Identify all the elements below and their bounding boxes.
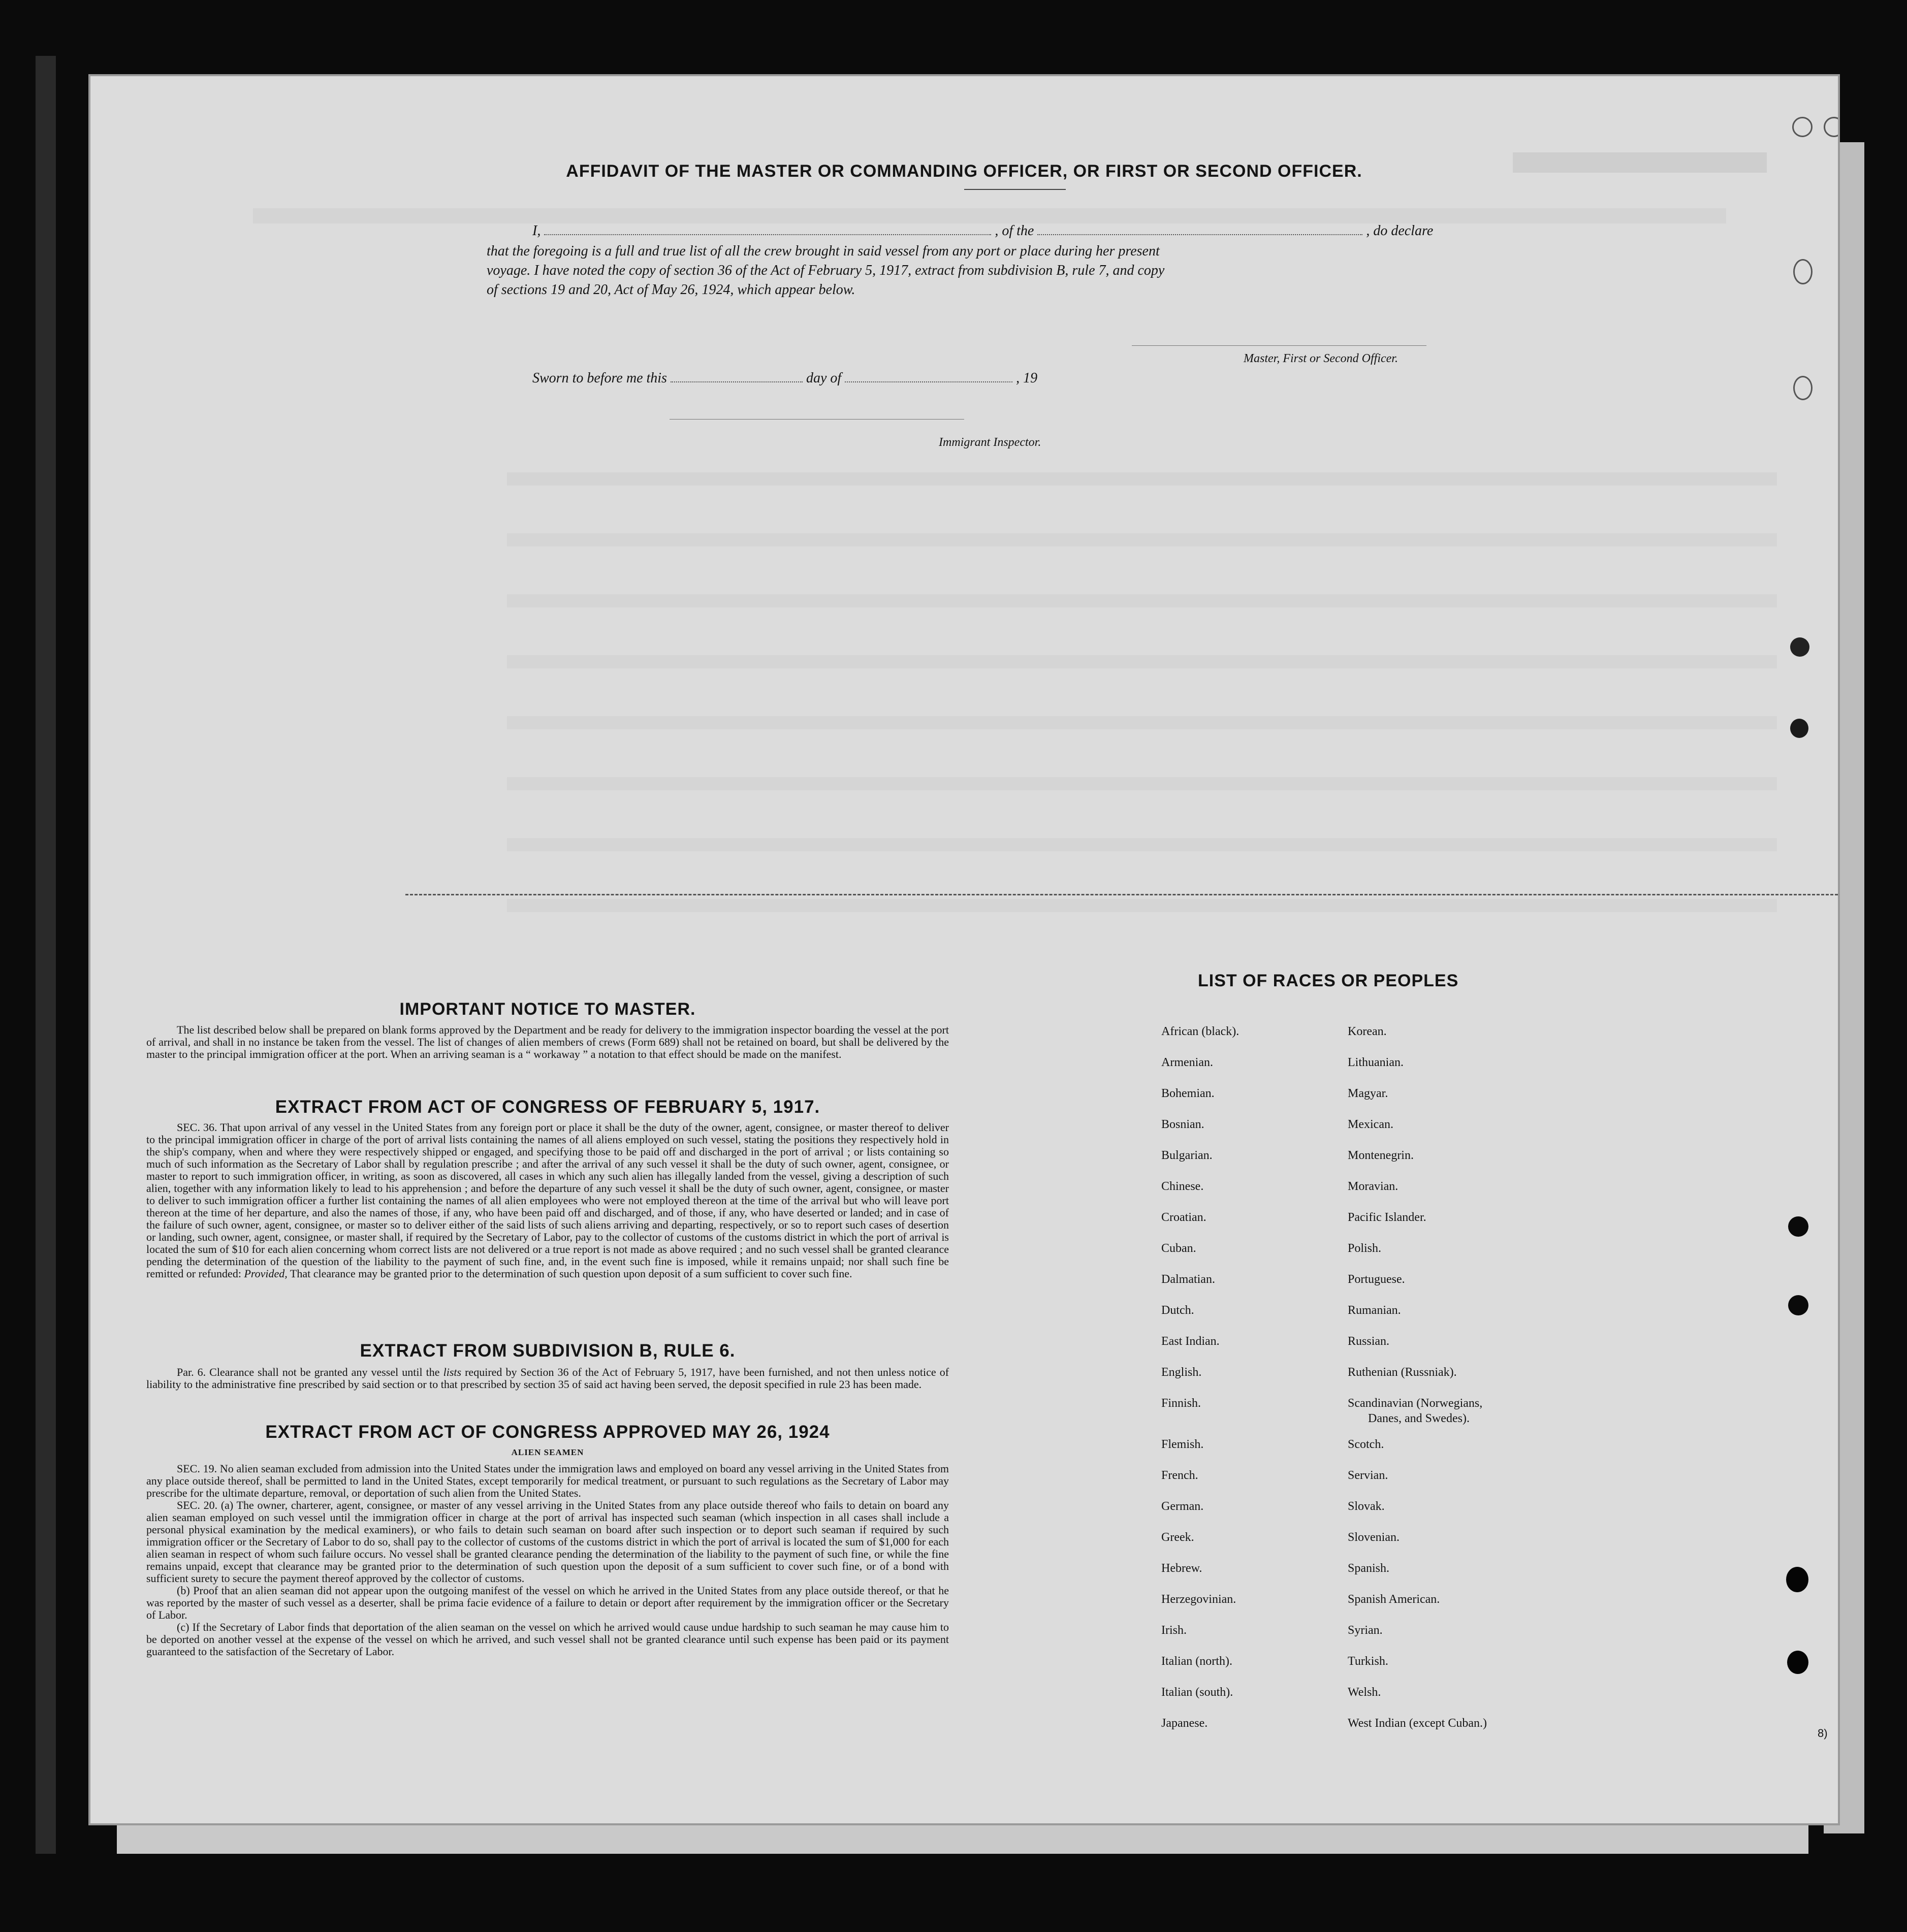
- declarant-name-field[interactable]: [544, 234, 991, 235]
- sec20b-text: (b) Proof that an alien seaman did not appear upon the outgoing manifest of the vessel on which he arrived in the United States from any place outside thereof, or that he was reported by the master of such vessel as a deserter, shall be prima facie evidence of a failure to detain or deport after requirement by the immigration officer or the Secretary of Labor.: [146, 1584, 949, 1621]
- dashed-separator: [405, 894, 1838, 895]
- race-item: French.: [1161, 1469, 1198, 1482]
- extract-1924-subheading: ALIEN SEAMEN: [511, 1447, 584, 1457]
- race-item: Welsh.: [1348, 1686, 1381, 1699]
- race-item: Croatian.: [1161, 1211, 1206, 1224]
- race-item: German.: [1161, 1500, 1204, 1513]
- affidavit-title: AFFIDAVIT OF THE MASTER OR COMMANDING OFFICER, OR FIRST OR SECOND OFFICER.: [566, 162, 1362, 181]
- notice-heading: IMPORTANT NOTICE TO MASTER.: [399, 1000, 696, 1019]
- punch-hole-filled: [1788, 1216, 1808, 1237]
- sworn-day-field[interactable]: [671, 381, 803, 382]
- document-page: [90, 76, 1838, 1823]
- race-item: Polish.: [1348, 1242, 1382, 1255]
- sec36-proviso-text: That clearance may be granted prior to the determination of such question upon deposit of a sum sufficient to cover such fine.: [290, 1267, 852, 1280]
- extract-1924-heading: EXTRACT FROM ACT OF CONGRESS APPROVED MAY 26, 1924: [265, 1422, 830, 1442]
- punch-hole-open: [1793, 259, 1813, 284]
- race-item: English.: [1161, 1366, 1202, 1379]
- race-item: Japanese.: [1161, 1717, 1208, 1730]
- extract-1917-heading: EXTRACT FROM ACT OF CONGRESS OF FEBRUARY 5, 1917.: [275, 1097, 820, 1117]
- sec36-body: SEC. 36. That upon arrival of any vessel in the United States from any foreign port or place it shall be the duty of the owner, agent, consignee, or master thereof to deliver to the principal immigration officer in charge of the port of arrival lists containing the names of all aliens employed on such vessel, stating the positions they respectively hold in the ship's company, when and where they were respectively shipped or engaged, and specifying those to be paid off and discharged in the port of arrival ; or lists containing so much of such information as the Secretary of Labor shall by regulation prescribe ; and after the arrival of any such vessel it shall be the duty of such owner, agent, consignee, or master to report to such immigration officer, in writing, as soon as discovered, all cases in which any such alien has illegally landed from the vessel, giving a description of such alien, together with any information likely to lead to his apprehension ; and before the departure of any such vessel it shall be the duty of such owner, agent, consignee, or master to deliver to such immigration officer a further list containing the names of all alien employees who were not employed thereon at the time of the arrival but who will leave port thereon at the time of her departure, and also the names of those, if any, who have been paid off and discharged, and of those, if any, who have deserted or landed; and in case of the failure of such owner, agent, consignee, or master so to deliver either of the said lists of such aliens arriving and departing, respectively, or so to report such cases of desertion or landing, such owner, agent, consignee, or master shall, if required by the Secretary of Labor, pay to the collector of customs of the customs district in which the port of arrival is located the sum of $10 for each alien concerning whom correct lists are not delivered or a true report is not made as above required ; and no such vessel shall be granted clearance pending the determination of the question of the liability to the payment of such fine, and, in the event such fine is imposed, while it remains unpaid; nor shall such fine be remitted or refunded:: [146, 1121, 949, 1280]
- race-item: Dalmatian.: [1161, 1273, 1215, 1286]
- sec20c-text: (c) If the Secretary of Labor finds that deportation of the alien seaman on the vessel on which he arrived would cause undue hardship to such seaman he may cause him to be deported on another vessel at the expense of the vessel on which he arrived, and such vessel shall not be granted clearance until such expense has been paid or its payment guaranteed to the satisfaction of the Secretary of Labor.: [146, 1621, 949, 1658]
- inspector-label: Immigrant Inspector.: [939, 436, 1041, 449]
- race-item: East Indian.: [1161, 1335, 1220, 1348]
- sworn-day-label: day of: [806, 370, 842, 386]
- race-item: Slovenian.: [1348, 1531, 1400, 1544]
- race-item: Mexican.: [1348, 1118, 1393, 1131]
- race-item: Ruthenian (Russniak).: [1348, 1366, 1457, 1379]
- race-item: Bulgarian.: [1161, 1149, 1213, 1162]
- race-item: Russian.: [1348, 1335, 1390, 1348]
- rule6-heading: EXTRACT FROM SUBDIVISION B, RULE 6.: [360, 1341, 736, 1361]
- extract-1924-body: [146, 1463, 949, 1658]
- race-item: Montenegrin.: [1348, 1149, 1414, 1162]
- race-item: Slovak.: [1348, 1500, 1385, 1513]
- race-item: Syrian.: [1348, 1624, 1383, 1637]
- race-item: Servian.: [1348, 1469, 1388, 1482]
- race-item: Bohemian.: [1161, 1087, 1215, 1100]
- race-item: Hebrew.: [1161, 1562, 1202, 1575]
- race-item-continuation: Danes, and Swedes).: [1368, 1412, 1470, 1425]
- sworn-month-field[interactable]: [845, 381, 1012, 382]
- rule6-text-pre: Par. 6. Clearance shall not be granted any vessel until the: [177, 1366, 440, 1378]
- declaration-start: I,: [532, 223, 541, 239]
- affidavit-body-line-1: that the foregoing is a full and true list of all the crew brought in said vessel from any port or place during her present: [487, 243, 1160, 259]
- vessel-name-field[interactable]: [1037, 234, 1362, 235]
- declaration-end: , do declare: [1366, 223, 1434, 239]
- punch-hole-filled: [1790, 719, 1808, 738]
- punch-hole-open: [1824, 117, 1838, 137]
- rule6-text-post: required by Section 36 of the Act of February 5, 1917, have been furnished, and not then unless notice of liability to the administrative fine prescribed by said section or to that prescribed by section 35 of said act having been served, the deposit specified in rule 23 has been made.: [146, 1366, 949, 1391]
- races-right-column: [1348, 1024, 1561, 1747]
- officer-signature-label: Master, First or Second Officer.: [1244, 352, 1398, 365]
- race-item: Scandinavian (Norwegians, Danes, and Swedes).: [1348, 1396, 1561, 1437]
- race-item: Greek.: [1161, 1531, 1194, 1544]
- race-item: Dutch.: [1161, 1304, 1194, 1317]
- race-item: West Indian (except Cuban.): [1348, 1717, 1487, 1730]
- sworn-year-label: , 19: [1016, 370, 1038, 386]
- affidavit-body-line-3: of sections 19 and 20, Act of May 26, 1924, which appear below.: [487, 282, 855, 298]
- race-item: Moravian.: [1348, 1180, 1399, 1193]
- race-item: Korean.: [1348, 1025, 1387, 1038]
- race-item: Finnish.: [1161, 1397, 1201, 1410]
- sec20a-text: SEC. 20. (a) The owner, charterer, agent, consignee, or master of any vessel arriving in the United States from any place outside thereof who fails to detain on board any alien seaman employed on such vessel until the immigration officer in charge at the port of arrival has inspected such seaman (which inspection in all cases shall include a personal physical examination by the medical examiners), or who fails to detain such seaman on board after such inspection or to deport such seaman if required by such immigration officer or the Secretary of Labor to do so, shall pay to the collector of customs of the customs district in which the port of arrival is located the sum of $1,000 for each alien seaman in respect of whom such failure occurs. No vessel shall be granted clearance pending the determination of the liability to the payment of such fine, or while the fine remains unpaid, except that clearance may be granted prior to the determination of such question upon the deposit of a sum sufficient to cover such fine, or of a bond with sufficient surety to secure the payment thereof approved by the collector of customs.: [146, 1499, 949, 1585]
- race-item: Spanish American.: [1348, 1593, 1440, 1606]
- race-item: Portuguese.: [1348, 1273, 1405, 1286]
- sworn-prefix: Sworn to before me this: [532, 370, 667, 386]
- affidavit-title-rule: [964, 189, 1066, 190]
- punch-hole-open: [1793, 376, 1813, 400]
- race-item: Magyar.: [1348, 1087, 1388, 1100]
- race-item: Flemish.: [1161, 1438, 1204, 1451]
- race-item: Turkish.: [1348, 1655, 1388, 1668]
- sec36-proviso-label: Provided,: [244, 1267, 288, 1280]
- declaration-of: , of the: [995, 223, 1034, 239]
- race-item: Rumanian.: [1348, 1304, 1401, 1317]
- race-item: Scotch.: [1348, 1438, 1384, 1451]
- race-item: Italian (south).: [1161, 1686, 1233, 1699]
- race-item: Bosnian.: [1161, 1118, 1204, 1131]
- races-heading: LIST OF RACES OR PEOPLES: [1198, 971, 1459, 990]
- race-item: Irish.: [1161, 1624, 1187, 1637]
- race-item: Cuban.: [1161, 1242, 1196, 1255]
- race-item: Spanish.: [1348, 1562, 1390, 1575]
- affidavit-declaration: [532, 221, 1569, 241]
- race-item: Lithuanian.: [1348, 1056, 1404, 1069]
- punch-hole-filled: [1788, 1295, 1808, 1315]
- affidavit-body-line-2: voyage. I have noted the copy of section 36 of the Act of February 5, 1917, extract from subdivision B, rule 7, and copy: [487, 263, 1165, 278]
- inspector-signature-line[interactable]: [670, 419, 964, 420]
- punch-hole-filled: [1790, 637, 1809, 657]
- binding-spine: [36, 56, 56, 1854]
- rule6-text: [146, 1366, 949, 1391]
- notice-text: The list described below shall be prepared on blank forms approved by the Department and be ready for delivery to the immigration inspector boarding the vessel at the port of arrival, and shall in no instance be taken from the vessel. The list of changes of alien members of crews (Form 689) shall not be retained on board, but shall be delivered by the master to the principal immigration officer at the port. When an arriving seaman is a “ workaway ” a notation to that effect should be made on the manifest.: [146, 1023, 949, 1060]
- punch-hole-filled: [1787, 1651, 1808, 1674]
- race-item: Italian (north).: [1161, 1655, 1232, 1668]
- race-item: Armenian.: [1161, 1056, 1213, 1069]
- race-item: African (black).: [1161, 1025, 1239, 1038]
- races-left-column: [1161, 1024, 1344, 1747]
- extract-1917-text: [146, 1121, 949, 1280]
- officer-signature-line[interactable]: [1132, 345, 1426, 346]
- race-item: Herzegovinian.: [1161, 1593, 1236, 1606]
- punch-hole-filled: [1786, 1567, 1808, 1592]
- edge-number: 8): [1818, 1727, 1828, 1740]
- sworn-line: [532, 368, 1037, 389]
- punch-hole-open: [1792, 117, 1813, 137]
- rule6-text-lists: lists: [443, 1366, 462, 1378]
- race-item: Chinese.: [1161, 1180, 1204, 1193]
- race-item: Pacific Islander.: [1348, 1211, 1426, 1224]
- sec19-text: SEC. 19. No alien seaman excluded from admission into the United States under the immigration laws and employed on board any vessel arriving in the United States from any place outside thereof, shall be permitted to land in the United States, except temporarily for medical treatment, or pursuant to such regulations as the Secretary of Labor may prescribe for the ultimate departure, removal, or deportation of such alien from the United States.: [146, 1462, 949, 1499]
